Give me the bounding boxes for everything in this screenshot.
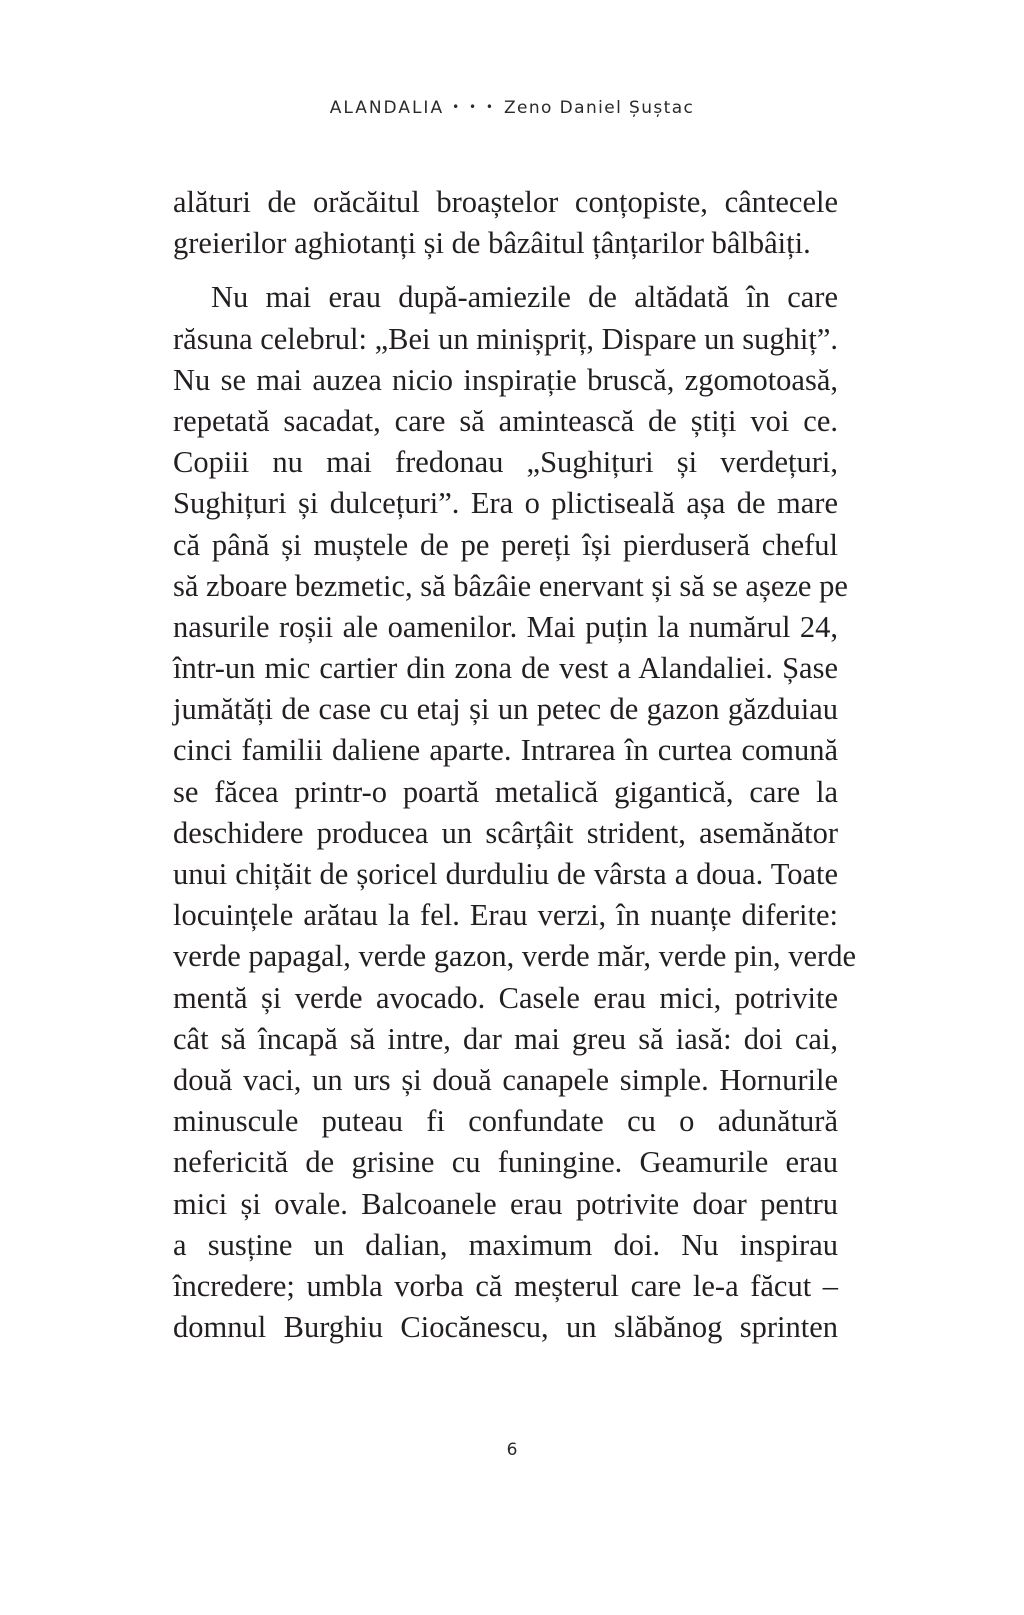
text-line: nasurile roșii ale oamenilor. Mai puțin la numărul 24,: [173, 609, 838, 644]
text-line: încredere; umbla vorba că meșterul care le-a făcut –: [173, 1268, 838, 1303]
paragraph: [173, 182, 838, 264]
text-line: Nu se mai auzea nicio inspirație bruscă, zgomotoasă,: [173, 362, 838, 397]
text-line: domnul Burghiu Ciocănescu, un slăbănog sprinten: [173, 1310, 838, 1345]
text-line: Sughițuri și dulcețuri”. Era o plictiseală așa de mare: [173, 486, 838, 521]
text-line: repetată sacadat, care să amintească de știți voi ce.: [173, 403, 838, 438]
text-line: mici și ovale. Balcoanele erau potrivite doar pentru: [173, 1186, 838, 1221]
book-title: ALANDALIA: [329, 98, 445, 118]
text-line: locuințele arătau la fel. Erau verzi, în nuanțe diferite:: [173, 898, 838, 933]
text-line: mentă și verde avocado. Casele erau mici, potrivite: [173, 980, 838, 1015]
text-line: jumătăți de case cu etaj și un petec de gazon găzduiau: [173, 692, 838, 727]
text-line: că până și muștele de pe pereți își pierduseră cheful: [173, 527, 838, 562]
text-line: cinci familii daliene aparte. Intrarea în curtea comună: [173, 733, 838, 768]
text-line: minuscule puteau fi confundate cu o adunătură: [173, 1104, 838, 1139]
text-line: Nu mai erau după-amiezile de altădată în care: [211, 280, 838, 315]
text-line: într-un mic cartier din zona de vest a Alandaliei. Șase: [173, 651, 838, 686]
text-line: răsuna celebrul: „Bei un minișpriț, Dispare un sughiț”.: [173, 321, 838, 356]
text-line: unui chițăit de șoricel durduliu de vârsta a doua. Toate: [173, 857, 838, 891]
text-line: se făcea printr-o poartă metalică gigantică, care la: [173, 774, 838, 809]
text-line: cât să încapă să intre, dar mai greu să iasă: doi cai,: [173, 1021, 838, 1056]
text-line: a susține un dalian, maximum doi. Nu inspirau: [173, 1227, 838, 1262]
text-line: alături de orăcăitul broaștelor conțopiste, cântecele: [173, 185, 838, 219]
paragraph: [173, 277, 856, 1348]
paragraph-gap: [173, 264, 838, 277]
author-name: Zeno Daniel Șuștac: [503, 98, 695, 118]
body-text: [173, 182, 856, 1348]
text-line: verde papagal, verde gazon, verde măr, verde pin, verde: [173, 939, 856, 974]
text-line: greierilor aghiotanți și de bâzâitul țânțarilor bâlbâiți.: [173, 226, 811, 261]
text-line: să zboare bezmetic, să bâzâie enervant și să se așeze pe: [173, 568, 848, 603]
page-number: 6: [506, 1440, 518, 1460]
header-separator: • • •: [452, 100, 496, 114]
text-line: două vaci, un urs și două canapele simple. Hornurile: [173, 1062, 838, 1097]
running-header: [0, 98, 1024, 118]
text-line: deschidere producea un scârțâit strident, asemănător: [173, 815, 838, 850]
text-line: nefericită de grisine cu funingine. Geamurile erau: [173, 1145, 838, 1180]
text-line: Copiii nu mai fredonau „Sughițuri și verdețuri,: [173, 445, 838, 480]
